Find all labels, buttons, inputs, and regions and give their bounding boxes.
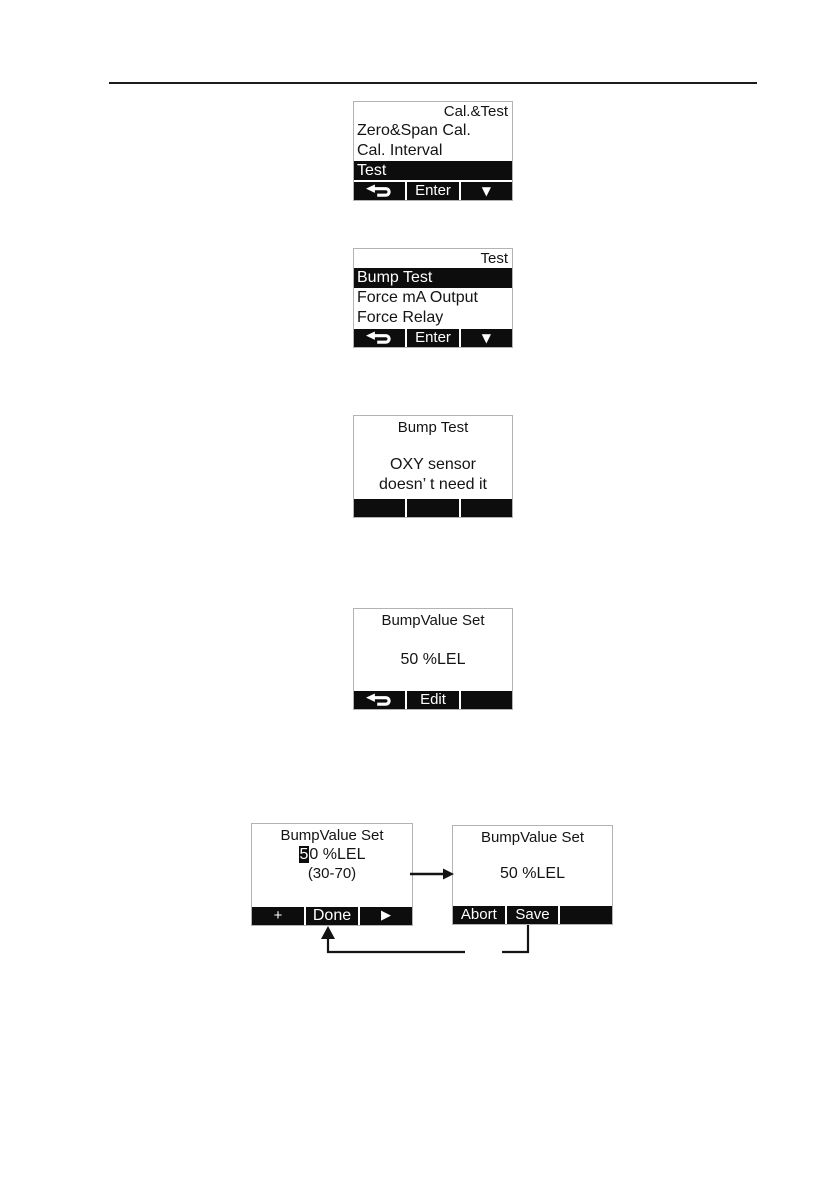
softkey-abort: Abort xyxy=(453,906,505,924)
softkey-blank xyxy=(560,906,612,924)
loop-arrow-done-segment xyxy=(320,925,466,954)
menu-item-selected: Bump Test xyxy=(354,268,512,288)
lcd-screen-test xyxy=(353,248,513,348)
softkey-blank xyxy=(407,499,458,517)
back-icon xyxy=(365,693,395,707)
softkey-back xyxy=(354,329,405,347)
softkey-back xyxy=(354,182,405,200)
menu-item: Force Relay xyxy=(357,309,444,326)
softkey-back xyxy=(354,691,405,709)
screen-title: Bump Test xyxy=(397,419,469,436)
screen-title: Cal.&Test xyxy=(443,103,508,120)
back-icon xyxy=(365,331,395,345)
screen-title: BumpValue Set xyxy=(381,612,485,629)
screen-title: Test xyxy=(480,250,508,267)
spacer xyxy=(453,847,612,864)
value-text xyxy=(252,845,412,864)
softkey-save: Save xyxy=(507,906,559,924)
value-rest: 0 %LEL xyxy=(309,846,366,863)
softkey-bar xyxy=(453,906,612,924)
lcd-screen-bumpvalue-set xyxy=(353,608,513,710)
softkey-down xyxy=(461,182,512,200)
lcd-screen-bumpvalue-confirm xyxy=(452,825,613,925)
softkey-blank xyxy=(461,691,512,709)
softkey-plus: + xyxy=(252,907,304,925)
back-icon xyxy=(365,184,395,198)
softkey-next-digit xyxy=(360,907,412,925)
header-rule xyxy=(109,82,757,84)
softkey-enter: Enter xyxy=(407,182,458,200)
menu-item: Force mA Output xyxy=(357,289,478,306)
menu-item: Cal. Interval xyxy=(357,142,443,159)
loop-arrow-save-segment xyxy=(500,924,530,954)
softkey-done: Done xyxy=(306,907,358,925)
range-text: (30-70) xyxy=(307,865,357,882)
lcd-screen-bump-test xyxy=(353,415,513,518)
softkey-blank xyxy=(354,499,405,517)
screen-title: BumpValue Set xyxy=(480,829,585,846)
right-arrow-icon: ▶ xyxy=(381,908,391,923)
menu-item: Zero&Span Cal. xyxy=(357,122,471,139)
spacer xyxy=(354,437,512,455)
softkey-bar xyxy=(354,499,512,517)
menu-item-selected: Test xyxy=(354,161,512,180)
softkey-blank xyxy=(461,499,512,517)
softkey-bar xyxy=(354,329,512,347)
softkey-bar xyxy=(354,182,512,200)
down-arrow-icon: ▼ xyxy=(481,331,491,345)
softkey-bar xyxy=(354,691,512,709)
spacer xyxy=(354,630,512,650)
flow-right-arrow-icon xyxy=(409,866,455,882)
down-arrow-icon: ▼ xyxy=(481,184,491,198)
lcd-screen-bumpvalue-edit xyxy=(251,823,413,926)
cursor-digit: 5 xyxy=(299,846,309,863)
softkey-down xyxy=(461,329,512,347)
value-text: 50 %LEL xyxy=(500,865,565,882)
softkey-enter: Enter xyxy=(407,329,458,347)
softkey-edit: Edit xyxy=(407,691,458,709)
value-text: 50 %LEL xyxy=(400,651,466,668)
lcd-screen-cal-test xyxy=(353,101,513,201)
softkey-bar xyxy=(252,907,412,925)
screen-title: BumpValue Set xyxy=(280,827,384,844)
message-line: OXY sensor xyxy=(390,456,476,473)
message-line: doesn’ t need it xyxy=(379,476,487,493)
